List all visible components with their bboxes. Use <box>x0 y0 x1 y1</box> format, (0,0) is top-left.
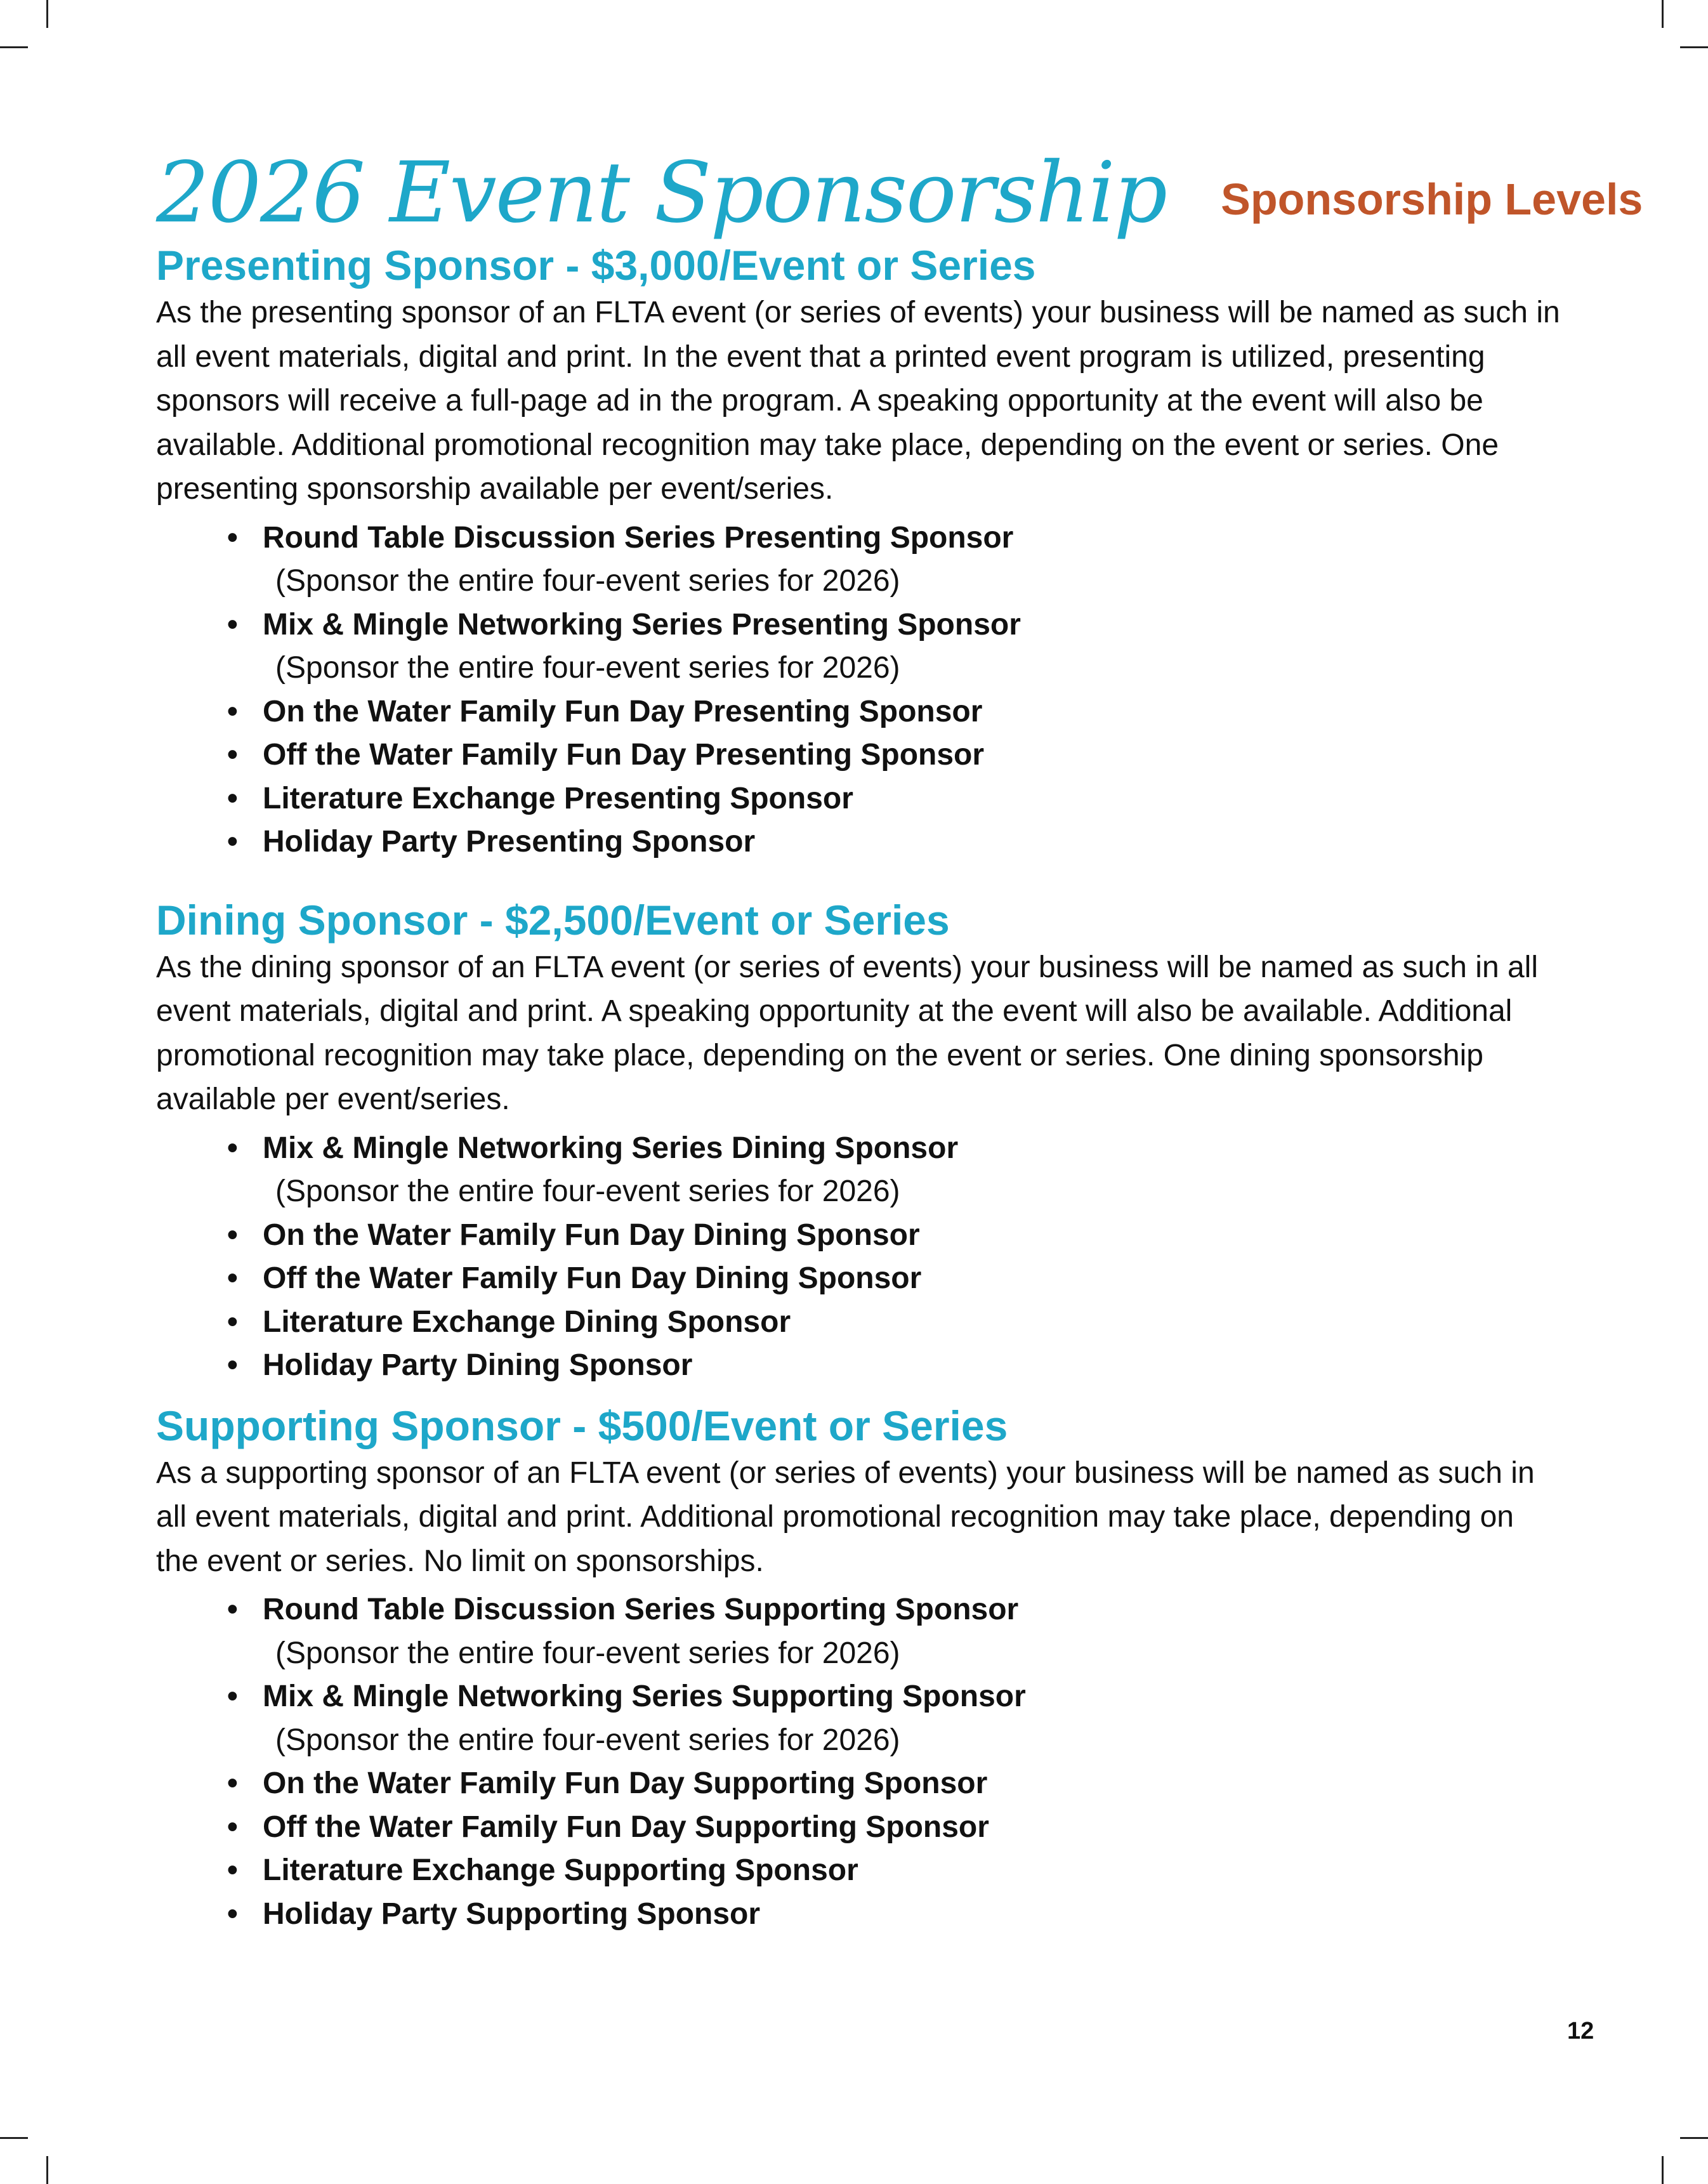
list-item-title: • On the Water Family Fun Day Supporting Sponsor <box>263 1766 988 1800</box>
section-description: As a supporting sponsor of an FLTA event (or series of events) your business will be named as such in all event materials, digital and print. Additional promotional recognition may take place, depending on the event or series. No limit on sponsorships. <box>156 1456 1535 1578</box>
list-item-note: (Sponsor the entire four-event series for 2026) <box>275 1174 900 1208</box>
crop-mark-bottom-right-horizontal <box>1680 2137 1708 2139</box>
crop-mark-top-right-vertical <box>1662 0 1664 28</box>
list-item-title: • On the Water Family Fun Day Presenting Sponsor <box>263 694 983 728</box>
page-title: 2026 Event Sponsorship <box>156 144 1167 242</box>
list-item-title: • Holiday Party Supporting Sponsor <box>263 1897 761 1931</box>
sponsorship-list <box>156 1127 1565 1388</box>
list-item-title: • Literature Exchange Dining Sponsor <box>263 1305 791 1339</box>
section-description: As the dining sponsor of an FLTA event (or series of events) your business will be named as such in all event materials, digital and print. A speaking opportunity at the event will also be available. Additional promotional recognition may take place, depending on the event or series. One dining sponsorship available per event/series. <box>156 950 1538 1116</box>
list-item-note: (Sponsor the entire four-event series for 2026) <box>275 564 900 598</box>
list-item-title: • Literature Exchange Presenting Sponsor <box>263 781 853 815</box>
list-item <box>227 1675 1565 1762</box>
list-item <box>227 1588 1565 1675</box>
list-item-note: (Sponsor the entire four-event series for 2026) <box>275 1636 900 1670</box>
list-item <box>227 1257 1565 1301</box>
section-supporting-sponsor <box>156 1400 1565 1937</box>
page-content <box>156 108 1643 1936</box>
crop-mark-top-left-horizontal <box>0 46 28 48</box>
section-presenting-sponsor <box>156 240 1565 864</box>
crop-mark-bottom-left-vertical <box>46 2156 48 2184</box>
list-item <box>227 1806 1565 1850</box>
list-item <box>227 1344 1565 1388</box>
section-heading: Dining Sponsor - $2,500/Event or Series <box>156 896 950 944</box>
section-heading: Supporting Sponsor - $500/Event or Series <box>156 1402 1008 1449</box>
list-item-note: (Sponsor the entire four-event series for 2026) <box>275 651 900 685</box>
list-item <box>227 1893 1565 1937</box>
list-item-title: • Round Table Discussion Series Supporting Sponsor <box>263 1593 1019 1626</box>
list-item-title: • Mix & Mingle Networking Series Supporting Sponsor <box>263 1680 1026 1713</box>
list-item <box>227 1849 1565 1893</box>
list-item-note: (Sponsor the entire four-event series for 2026) <box>275 1723 900 1757</box>
list-item <box>227 1762 1565 1806</box>
crop-mark-bottom-left-horizontal <box>0 2137 28 2139</box>
list-item-title: • Literature Exchange Supporting Sponsor <box>263 1853 858 1887</box>
crop-mark-top-left-vertical <box>46 0 48 28</box>
list-item <box>227 603 1565 690</box>
list-item-title: • Mix & Mingle Networking Series Presenting Sponsor <box>263 607 1021 641</box>
list-item-title: • Round Table Discussion Series Presenting Sponsor <box>263 520 1014 555</box>
section-heading: Presenting Sponsor - $3,000/Event or Series <box>156 242 1036 289</box>
list-item <box>227 733 1565 777</box>
list-item <box>227 516 1565 603</box>
list-item-title: • Holiday Party Presenting Sponsor <box>263 825 756 858</box>
list-item-title: • On the Water Family Fun Day Dining Sponsor <box>263 1218 920 1252</box>
list-item <box>227 1214 1565 1258</box>
title-row <box>156 108 1643 242</box>
list-item-title: • Off the Water Family Fun Day Supporting Sponsor <box>263 1810 989 1844</box>
list-item <box>227 777 1565 821</box>
list-item <box>227 1301 1565 1345</box>
page-number: 12 <box>1567 2018 1594 2044</box>
section-dining-sponsor <box>156 895 1565 1388</box>
sponsorship-list <box>156 1588 1565 1936</box>
list-item-title: • Holiday Party Dining Sponsor <box>263 1348 693 1382</box>
list-item <box>227 690 1565 734</box>
section-description: As the presenting sponsor of an FLTA event (or series of events) your business will be named as such in all event materials, digital and print. In the event that a printed event program is utilized, presenting sponsors will receive a full-page ad in the program. A speaking opportunity at the event will also be available. Additional promotional recognition may take place, depending on the event or series. One presenting sponsorship available per event/series. <box>156 296 1560 506</box>
list-item-title: • Off the Water Family Fun Day Dining Sponsor <box>263 1261 922 1295</box>
crop-mark-bottom-right-vertical <box>1662 2156 1664 2184</box>
crop-mark-top-right-horizontal <box>1680 46 1708 48</box>
list-item-title: • Off the Water Family Fun Day Presenting Sponsor <box>263 738 985 772</box>
list-item <box>227 820 1565 864</box>
sponsorship-list <box>156 516 1565 864</box>
page-subtitle: Sponsorship Levels <box>1221 174 1643 224</box>
list-item <box>227 1127 1565 1214</box>
list-item-title: • Mix & Mingle Networking Series Dining Sponsor <box>263 1131 959 1165</box>
